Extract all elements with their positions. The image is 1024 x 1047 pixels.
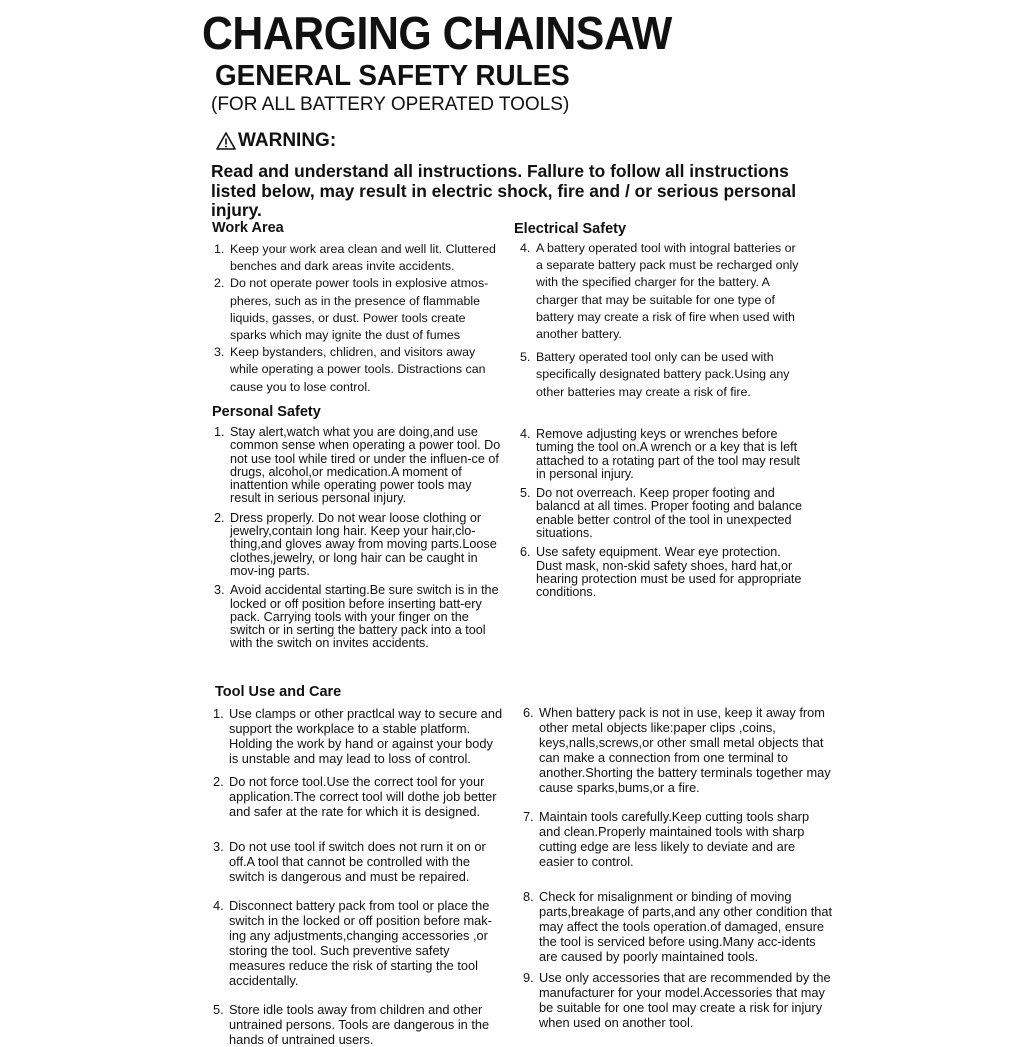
item-number: 3. <box>213 839 224 854</box>
item-text: Do not operate power tools in explosive atmos-pheres, such as in the presence of flammable liquids, gasses, or dust. Power tools create sparks which may ignite the dust of fumes <box>230 276 489 343</box>
warning-label: WARNING: <box>238 130 337 151</box>
document-subtitle: GENERAL SAFETY RULES <box>215 60 570 92</box>
item-number: 1. <box>213 706 224 721</box>
section-heading-work-area: Work Area <box>212 220 284 236</box>
item-number: 9. <box>523 970 534 985</box>
item-text: Do not use tool if switch does not rurn it on or off.A tool that cannot be controlled with the switch is dangerous and must be repaired. <box>229 839 486 884</box>
list-item <box>520 240 805 343</box>
warning-intro: Read and understand all instructions. Fallure to follow all instructions listed below, may result in electric shock, fire and / or serious personal injury. <box>211 161 797 220</box>
item-text: Dress properly. Do not wear loose clothing or jewelry,contain long hair. Keep your hair,clo-thing,and gloves away from moving parts.Loose clothes,jewelry, or long hair can be caught in mov-ing parts. <box>230 510 497 578</box>
list-item <box>523 705 833 795</box>
tool-use-list-right <box>523 705 833 1030</box>
item-text: Avoid accidental starting.Be sure switch is in the locked or off position before inserting batt-ery pack. Carrying tools with your finger on the switch or in serting the battery pack into a tool with the switch on invites accidents. <box>230 583 499 651</box>
item-text: Check for misalignment or binding of moving parts,breakage of parts,and any other condition that may affect the tools operation.of damaged, ensure the tool is serviced before using.Many acc-idents are caused by poorly maintained tools. <box>539 889 833 964</box>
personal-safety-list-left <box>214 426 504 651</box>
list-item <box>523 889 833 964</box>
document-subnote: (FOR ALL BATTERY OPERATED TOOLS) <box>211 94 570 115</box>
item-number: 6. <box>520 545 531 560</box>
item-text: Do not force tool.Use the correct tool for your application.The correct tool will dothe job better and safer at the rate for which it is designed. <box>229 774 497 819</box>
section-heading-tool-use: Tool Use and Care <box>215 684 342 700</box>
item-text: Use only accessories that are recommended by the manufacturer for your model.Accessories that may be suitable for one tool may create a risk for injury when used on another tool. <box>539 970 831 1030</box>
list-item <box>520 349 805 401</box>
item-text: Store idle tools away from children and other untrained persons. Tools are dangerous in the hands of untrained users. <box>229 1002 490 1047</box>
item-number: 3. <box>214 345 225 360</box>
personal-safety-list-right <box>520 428 805 600</box>
document-title: CHARGING CHAINSAW <box>202 7 672 59</box>
list-item <box>213 898 505 988</box>
item-text: Remove adjusting keys or wrenches before tuming the tool on.A wrench or a key that is left attached to a rotating part of the tool may result in personal injury. <box>536 427 800 481</box>
warning-header <box>216 130 336 152</box>
item-text: Keep bystanders, chlidren, and visitors away while operating a power tools. Distractions can cause you to lose control. <box>230 345 486 394</box>
item-number: 3. <box>214 583 225 598</box>
list-item <box>214 275 504 344</box>
item-number: 7. <box>523 809 534 824</box>
item-text: Maintain tools carefully.Keep cutting tools sharp and clean.Properly maintained tools with sharp cutting edge are less likely to deviate and are easier to control. <box>539 809 810 869</box>
list-item <box>213 706 505 766</box>
item-number: 2. <box>214 276 225 291</box>
item-number: 8. <box>523 889 534 904</box>
item-number: 5. <box>520 350 531 365</box>
work-area-list <box>214 241 504 396</box>
item-number: 4. <box>520 427 531 441</box>
item-number: 2. <box>214 510 225 525</box>
item-number: 5. <box>213 1002 224 1017</box>
item-number: 5. <box>520 486 531 501</box>
item-number: 6. <box>523 705 534 720</box>
item-number: 1. <box>214 242 225 256</box>
item-number: 4. <box>520 241 531 255</box>
list-item <box>214 584 504 650</box>
list-item <box>520 487 805 540</box>
list-item <box>213 774 505 819</box>
list-item <box>214 241 504 275</box>
list-item <box>214 512 504 578</box>
item-text: A battery operated tool with intogral batteries or a separate battery pack must be recharged only with the specified charger for the battery. A charger that may be suitable for one type of battery may create a risk of fire when used with another battery. <box>536 241 799 342</box>
item-text: Disconnect battery pack from tool or place the switch in the locked or off position before mak-ing any adjustments,changing accessories ,or storing the tool. Such preventive safety measures reduce the risk of starting the tool accidentally. <box>229 898 492 988</box>
list-item <box>520 428 805 481</box>
item-text: When battery pack is not in use, keep it away from other metal objects like:paper clips ,coins, keys,nalls,screws,or other small metal objects that can make a connection from one terminal to another.Shorting the battery terminals together may cause sparks,bums,or a fire. <box>539 705 831 795</box>
list-item <box>213 1002 505 1047</box>
item-text: Use safety equipment. Wear eye protection. Dust mask, non-skid safety shoes, hard hat,or hearing protection must be used for appropriate conditions. <box>536 545 802 600</box>
item-text: Battery operated tool only can be used with specifically designated battery pack.Using any other batteries may create a risk of fire. <box>536 350 790 399</box>
list-item <box>520 546 805 599</box>
item-text: Use clamps or other practlcal way to secure and support the workplace to a stable platform. Holding the work by hand or against your body is unstable and may lead to loss of control. <box>229 706 503 766</box>
list-item <box>523 970 833 1030</box>
item-text: Keep your work area clean and well lit. Cluttered benches and dark areas invite accidents. <box>230 242 496 274</box>
section-heading-personal-safety: Personal Safety <box>212 404 321 420</box>
warning-triangle-icon <box>216 132 236 150</box>
item-number: 4. <box>213 898 224 913</box>
list-item <box>213 839 505 884</box>
item-number: 1. <box>214 425 225 439</box>
list-item <box>214 344 504 396</box>
item-text: Do not overreach. Keep proper footing and balancd at all times. Proper footing and balance enable better control of the tool in unexpected situations. <box>536 486 803 541</box>
item-number: 2. <box>213 774 224 789</box>
list-item <box>523 809 833 869</box>
electrical-safety-list <box>520 240 805 401</box>
list-item <box>214 426 504 506</box>
tool-use-list-left <box>213 706 505 1047</box>
item-text: Stay alert,watch what you are doing,and use common sense when operating a power tool. Do not use tool while tired or under the influen-ce of drugs, alcohol,or medication.A moment of inattention while operating power tools may result in serious personal injury. <box>230 425 501 506</box>
section-heading-electrical-safety: Electrical Safety <box>514 221 627 237</box>
